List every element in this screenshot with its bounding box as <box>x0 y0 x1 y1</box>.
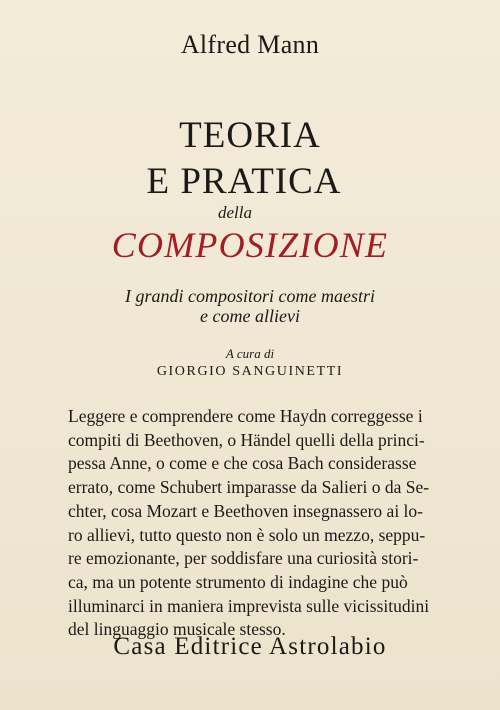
editor-label: A cura di <box>225 346 275 361</box>
subtitle-line: e come allievi <box>200 306 300 326</box>
subtitle <box>0 286 500 326</box>
blurb-line: Leggere e comprendere come Haydn correggesse i <box>68 406 423 426</box>
blurb-line: pessa Anne, o come e che cosa Bach considerasse <box>68 453 417 474</box>
blurb-line: ro allievi, tutto questo non è solo un mezzo, seppu- <box>68 524 426 545</box>
blurb-line: re emozionante, per soddisfare una curiosità stori- <box>68 548 419 569</box>
publisher-name: Casa Editrice Astrolabio <box>113 633 387 660</box>
blurb-text <box>68 405 444 642</box>
blurb-line: illuminarci in maniera imprevista sulle vicissitudini <box>68 595 430 616</box>
title-della: della <box>218 203 252 222</box>
blurb-line: errato, come Schubert imparasse da Salieri o da Se- <box>68 477 430 498</box>
title-composizione: COMPOSIZIONE <box>111 225 389 265</box>
blurb-line: del linguaggio musicale stesso. <box>68 619 286 640</box>
author-name: Alfred Mann <box>180 30 320 59</box>
title-line-e-pratica: E PRATICA <box>146 161 342 202</box>
editor-name: GIORGIO SANGUINETTI <box>156 364 344 379</box>
blurb-line: ca, ma un potente strumento di indagine che può <box>68 571 408 592</box>
blurb-line: compiti di Beethoven, o Händel quelli della princi- <box>68 429 425 450</box>
title-line-teoria: TEORIA <box>179 115 321 156</box>
blurb-line: chter, cosa Mozart e Beethoven insegnassero ai lo- <box>68 500 423 521</box>
subtitle-line: I grandi compositori come maestri <box>125 286 375 306</box>
